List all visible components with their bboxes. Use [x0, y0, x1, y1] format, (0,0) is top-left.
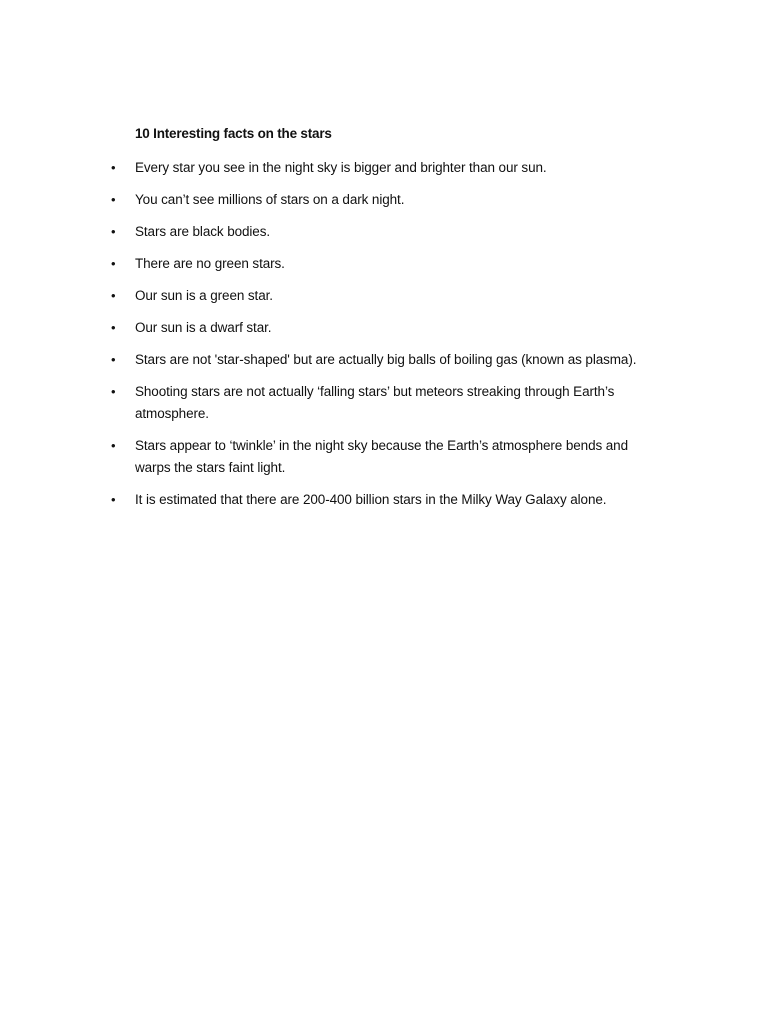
bullet-icon: •: [111, 224, 116, 239]
list-item: [0, 253, 768, 275]
bullet-icon: •: [111, 384, 116, 399]
bullet-icon: •: [111, 438, 116, 453]
list-item: [0, 349, 768, 371]
fact-text: Our sun is a dwarf star.: [135, 320, 272, 335]
bullet-icon: •: [111, 492, 116, 507]
fact-text: Every star you see in the night sky is bigger and brighter than our sun.: [135, 160, 547, 175]
list-item: [0, 435, 768, 479]
list-item: [0, 381, 768, 425]
list-item: [0, 157, 768, 179]
document-title: 10 Interesting facts on the stars: [135, 126, 332, 141]
list-item: [0, 221, 768, 243]
fact-text: Our sun is a green star.: [135, 288, 273, 303]
fact-text: Shooting stars are not actually ‘falling stars’ but meteors streaking through Earth’s atmosphere.: [135, 384, 615, 421]
list-item: [0, 317, 768, 339]
facts-list: [0, 157, 768, 521]
fact-text: There are no green stars.: [135, 256, 285, 271]
bullet-icon: •: [111, 160, 116, 175]
bullet-icon: •: [111, 256, 116, 271]
fact-text: Stars appear to ‘twinkle’ in the night sky because the Earth’s atmosphere bends and warps the stars faint light.: [135, 438, 629, 475]
list-item: [0, 189, 768, 211]
fact-text: Stars are black bodies.: [135, 224, 271, 239]
fact-text: You can’t see millions of stars on a dark night.: [135, 192, 405, 207]
bullet-icon: •: [111, 192, 116, 207]
bullet-icon: •: [111, 352, 116, 367]
list-item: [0, 489, 768, 511]
fact-text: Stars are not 'star-shaped' but are actually big balls of boiling gas (known as plasma).: [135, 352, 637, 367]
bullet-icon: •: [111, 288, 116, 303]
fact-text: It is estimated that there are 200-400 billion stars in the Milky Way Galaxy alone.: [135, 492, 607, 507]
bullet-icon: •: [111, 320, 116, 335]
list-item: [0, 285, 768, 307]
